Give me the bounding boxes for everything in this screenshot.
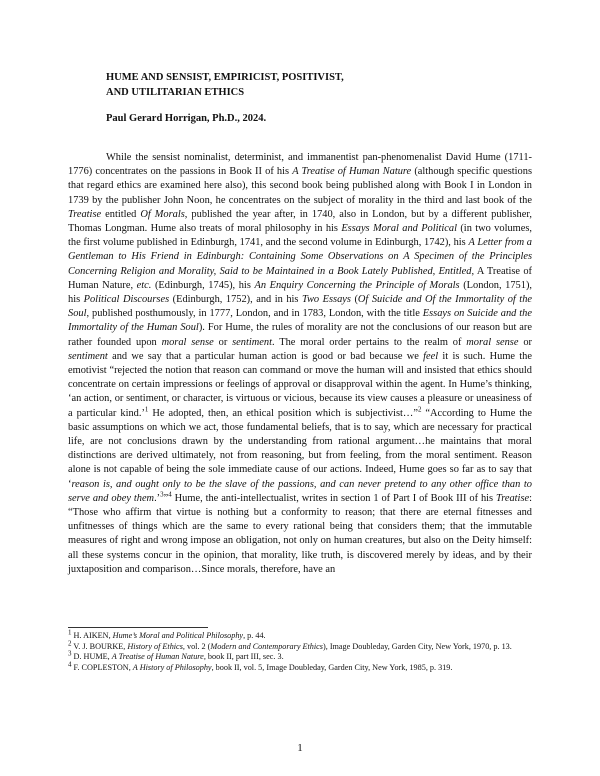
footnote: $^1$ H. AIKEN, Hume’s Moral and Political Philosophy, p. 44.	[68, 628, 266, 640]
author-line: Paul Gerard Horrigan, Ph.D., 2024.	[106, 113, 267, 124]
footnote: $^3$ D. HUME, A Treatise of Human Nature, book II, part III, sec. 3.	[68, 649, 284, 662]
body-text	[68, 151, 532, 577]
footnotes	[68, 628, 532, 673]
footnote: $^2$ V. J. BOURKE, History of Ethics, vol. 2 (Modern and Contemporary Ethics), Image Doubleday, Garden City, New York, 1970, p. 13.	[68, 638, 512, 651]
paper-title	[106, 70, 406, 100]
paragraph: While the sensist nominalist, determinist, and immanentist pan-phenomenalist David Hume (1711-1776) concentrates on the passions in Book II of his A Treatise of Human Nature (although specific questions that regard ethics are examined here also), this second book being published along with Book I in London in 1739 by the publisher John Noon, he concentrates on the subject of morality in the third and last book of the Treatise entitled Of Morals, published the year after, in 1740, also in London, but by a different publisher, Thomas Longman. Hume also treats of moral philosophy in his Essays Moral and Political (in two volumes, the first volume published in Edinburgh, 1741, and the second volume in Edinburgh, 1742), his A Letter from a Gentleman to His Friend in Edinburgh: Containing Some Observations on A Specimen of the Principles Concerning Religion and Morality, Said to be Maintained in a Book Lately Published, Entitled, A Treatise of Human Nature, etc. (Edinburgh, 1745), his An Enquiry Concerning the Principle of Morals (London, 1751), his Political Discourses (Edinburgh, 1752), and in his Two Essays (Of Suicide and Of the Immortality of the Soul, published posthumously, in 1777, London, and in 1783, London, with the title Essays on Suicide and the Immortality of the Human Soul). For Hume, the rules of morality are not the conclusions of our reason but are rather founded upon moral sense or sentiment. The moral order pertains to the realm of moral sense or sentiment and we say that a particular human action is good or bad because we feel it is such. Hume the emotivist “rejected the notion that reason can command or move the human will and insisted that ethics should concentrate on certain impressions or feelings of approval or disapproval within the agent. In Hume’s thinking, ‘an action, or sentiment, or character, is virtuous or vicious, because its view causes a pleasure or uneasiness of a particular kind.’$^1$ He adopted, then, an ethical position which is subjectivist…”$^2$ “According to Hume the basic assumptions on which we act, those fundamental beliefs, that is to say, which are necessary for practical life, are not conclusions drawn by the understanding from rational argument…he maintains that moral distinctions are derived ultimately, not from reasoning, but from feeling, from the moral sentiment. Reason alone is not capable of being the sole immediate cause of our actions. Indeed, Hume goes so far as to say that ‘reason is, and ought only to be the slave of the passions, and can never pretend to any other office than to serve and obey them.’$^3$”$^4$ Hume, the anti-intellectualist, writes in section 1 of Part I of Book III of his Treatise: “Those who affirm that virtue is nothing but a conformity to reason; that there are eternal fitnesses and unfitnesses of things which are the same to every rational being that considers them; that the immutable measures of right and wrong impose an obligation, not only on human creatures, but also on the Deity himself: all these systems concur in the opinion, that morality, like truth, is discovered merely by ideas, and by their juxtaposition and comparison…Since morals, therefore, have an	[68, 152, 533, 575]
footnote-ref[interactable]: 4	[168, 490, 172, 499]
footnote-separator	[68, 627, 208, 628]
footnote: $^4$ F. COPLESTON, A History of Philosophy, book II, vol. 5, Image Doubleday, Garden City, New York, 1985, p. 319.	[68, 660, 453, 672]
title-line-2: AND UTILITARIAN ETHICS	[106, 87, 245, 98]
footnote-ref[interactable]: 1	[144, 405, 149, 414]
footnote-ref[interactable]: 2	[417, 405, 422, 414]
title-line-1: HUME AND SENSIST, EMPIRICIST, POSITIVIST,	[106, 72, 344, 83]
footnote-ref[interactable]: 3	[160, 490, 164, 499]
page-number: 1	[297, 742, 303, 754]
